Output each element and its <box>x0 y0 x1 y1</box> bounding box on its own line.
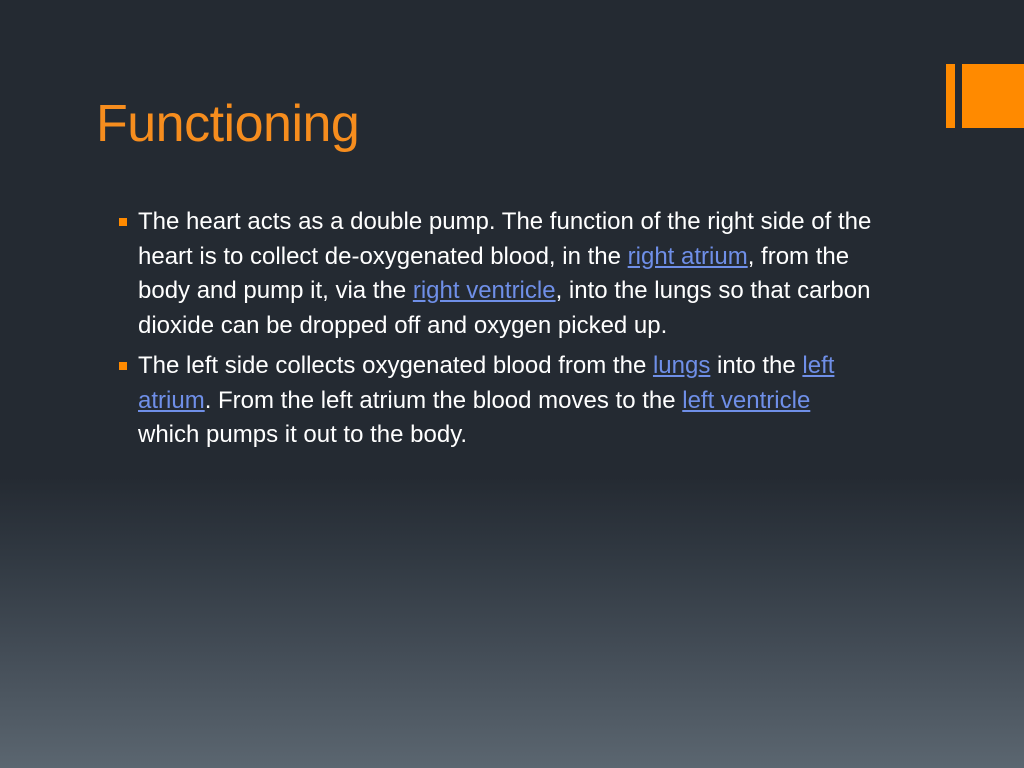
bullet-list <box>118 205 878 459</box>
link-left-atrium[interactable]: left atrium <box>138 352 835 414</box>
bullet-item-2 <box>118 349 878 453</box>
link-right-atrium[interactable]: right atrium <box>627 242 748 270</box>
text-segment: The heart acts as a double pump. The function of the right side of the heart is to collect de-oxygenated blood, in the <box>138 208 872 270</box>
text-segment: , into the lungs so that carbon dioxide can be dropped off and oxygen picked up. <box>138 277 871 339</box>
text-segment: , from the body and pump it, via the <box>138 242 850 304</box>
square-bullet-icon <box>119 362 127 370</box>
text-segment: . From the left atrium the blood moves to the <box>204 386 683 414</box>
slide-title: Functioning <box>96 95 360 153</box>
square-bullet-icon <box>119 218 127 226</box>
text-segment: which pumps it out to the body. <box>138 421 468 448</box>
link-lungs[interactable]: lungs <box>652 352 711 379</box>
accent-bar-thin <box>946 64 955 128</box>
accent-bar-thick <box>962 64 1024 128</box>
bullet-text-1 <box>138 208 871 339</box>
link-right-ventricle[interactable]: right ventricle <box>412 277 556 304</box>
bullet-text-2 <box>138 352 834 448</box>
link-left-ventricle[interactable]: left ventricle <box>682 386 811 414</box>
text-segment: into the <box>710 352 803 379</box>
bullet-item-1 <box>118 205 878 343</box>
text-segment: The left side collects oxygenated blood from the <box>138 352 653 379</box>
